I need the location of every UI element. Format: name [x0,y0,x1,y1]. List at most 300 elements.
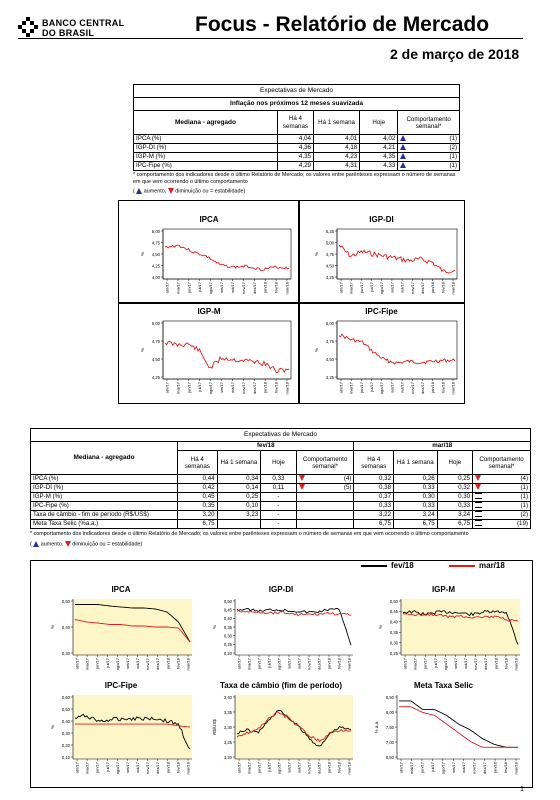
x-tick-label: abr/17 [164,382,170,394]
y-tick-label: 7,00 [385,739,394,745]
y-tick-label: 4,50 [325,263,334,269]
plot-area [163,229,291,279]
table1-legend: ( aumento, diminuição ou = estabilidade) [133,188,246,195]
plot-area [337,321,457,379]
table1-col-label: Mediana - agregado [134,111,278,135]
y-tick-label: 0,35 [389,630,398,635]
x-tick-label: set/17 [286,762,292,773]
y-tick-label: 0,25 [389,650,398,656]
table2-mar-4w: 3,22 [354,511,394,520]
x-tick-label: dez/17 [483,658,489,671]
legend-mar-label: mar/18 [479,561,505,570]
down-triangle-icon [168,188,174,194]
table2-fev-1w: 3,23 [217,511,261,520]
table2-row [31,511,531,520]
chart2-ipcfipe-title: IPC-Fipe [104,681,138,690]
x-tick-label: out/17 [296,658,302,670]
table2-mar-1w: 3,24 [394,511,438,520]
x-tick-label: mar/18 [284,382,290,395]
weeks-count: (1) [449,135,457,142]
table2-mar-col-behavior: Comportamento semanal* [473,451,531,475]
table2-mar-4w: 6,75 [354,520,394,529]
table2-fev-behavior [296,502,354,511]
table2-legend: ( aumento, diminuição ou = estabilidade) [30,541,143,548]
x-tick-label: jul/17 [266,762,272,772]
y-tick-label: 0,30 [223,633,232,639]
x-tick-label: jul/17 [197,382,203,392]
x-tick-label: jul/17 [369,282,375,292]
table2-row-label: IGP-DI (%) [31,484,178,493]
y-tick-label: 0,50 [61,598,70,604]
chart2-ipca-title: IPCA [111,585,131,594]
y-tick-label: 3,35 [223,709,232,715]
y-tick-label: 8,00 [385,709,394,715]
x-tick-label: dez/17 [316,658,322,671]
table1-row-label: IGP-DI (%) [134,144,278,153]
table1-cell-behavior [398,144,460,153]
y-tick-label: 5,00 [151,320,160,326]
table2-mar-behavior [473,484,531,493]
table2-fev-today: - [261,502,296,511]
weeks-count: (4) [520,475,528,482]
x-tick-label: out/17 [135,762,141,774]
x-tick-label: set/17 [219,382,225,393]
plot-area [163,321,291,379]
x-tick-label: nov/17 [145,658,151,671]
table2-row [31,484,531,493]
x-tick-label: out/17 [461,762,467,774]
chart-igpm-12m [118,302,300,404]
y-tick-label: 0,20 [223,650,232,656]
equal-icon [475,520,482,526]
y-tick-label: 0,10 [61,754,70,760]
x-tick-label: jan/18 [493,658,499,669]
monthly-expectations-table [30,428,531,529]
table1-cell-today: 4,35 [360,153,398,162]
table2-fev-behavior [296,520,354,529]
plot-area [401,599,520,655]
x-tick-label: set/17 [389,382,395,393]
table1-col-behavior: Comportamento semanal* [398,111,460,135]
page-title: Focus - Relatório de Mercado [195,13,490,36]
down-triangle-icon [475,484,481,490]
table1-row-label: IGP-M (%) [134,153,278,162]
y-axis-label: % [50,724,55,730]
x-tick-label: nov/17 [306,762,312,775]
y-axis-label: % [140,251,145,257]
x-tick-label: jun/17 [256,762,262,773]
table2-fev-behavior [296,511,354,520]
x-tick-label: mai/17 [175,382,181,395]
table2-mar-4w: 0,33 [354,502,394,511]
y-axis-label: % [314,251,319,257]
up-triangle-icon [400,153,406,159]
y-tick-label: 0,35 [223,624,232,630]
x-tick-label: mai/17 [84,658,90,671]
x-tick-label: nov/17 [306,658,312,671]
table1-col-1w: Há 1 semana [313,111,359,135]
y-tick-label: 0,30 [61,650,70,656]
x-tick-label: mai/17 [408,762,414,775]
x-tick-label: nov/17 [240,382,246,395]
x-tick-label: out/17 [229,282,235,294]
table2-row [31,502,531,511]
y-tick-label: 0,50 [389,598,398,604]
table2-fev-today: 0,11 [261,484,296,493]
x-tick-label: out/17 [399,282,405,294]
weeks-count: (2) [520,511,528,518]
up-triangle-icon [136,188,142,194]
x-tick-label: dez/17 [482,762,488,775]
x-tick-label: abr/17 [236,762,242,774]
y-axis-label: % [50,624,55,630]
x-tick-label: mai/17 [348,282,354,295]
y-tick-label: 0,30 [389,640,398,646]
table2-fev-today: 0,33 [261,475,296,484]
y-tick-label: 4,00 [151,274,160,280]
page-number: 1 [520,786,524,793]
x-tick-label: ago/17 [379,382,385,395]
y-tick-label: 0,50 [61,706,70,712]
table2-fev-4w: 6,75 [178,520,218,529]
table2-fev-today: - [261,520,296,529]
table2-mar-1w: 6,75 [394,520,438,529]
table2-mar-today: 3,24 [437,511,472,520]
x-tick-label: fev/18 [503,658,509,669]
table2-fev-4w: 3,20 [178,511,218,520]
table2-mar-behavior [473,520,531,529]
x-tick-label: mar/18 [450,382,456,395]
y-axis-label: % [212,624,217,630]
x-tick-label: dez/17 [251,282,257,295]
chart-igpdi-title: IGP-DI [369,215,394,224]
table2-mar-4w: 0,32 [354,475,394,484]
table1-row [134,135,460,144]
table2-mar-1w: 0,33 [394,502,438,511]
table2-fev-today: - [261,493,296,502]
x-tick-label: set/17 [389,282,395,293]
table2-mar-4w: 0,37 [354,493,394,502]
table1-cell-today: 4,21 [360,144,398,153]
x-tick-label: dez/17 [155,658,161,671]
y-tick-label: 8,50 [385,694,394,700]
table1-title1: Expectativas de Mercado [134,85,460,98]
table2-row-label: Meta Taxa Selic (%a.a.) [31,520,178,529]
y-tick-label: 0,40 [223,616,232,622]
y-axis-label: % [140,347,145,353]
table1-row [134,144,460,153]
table2-fev-behavior [296,475,354,484]
table1-cell-4w: 4,29 [277,162,313,171]
x-tick-label: abr/17 [338,382,344,394]
up-triangle-icon [33,541,39,547]
x-tick-label: fev/18 [175,762,181,773]
x-tick-label: jun/17 [186,382,192,393]
x-tick-label: mai/17 [175,282,181,295]
x-tick-label: abr/17 [164,282,170,294]
table2-row-label: IPC-Fipe (%) [31,502,178,511]
x-tick-label: jun/17 [358,282,364,293]
table2-footnote: * comportamento dos indicadores desde o último Relatório de Mercado; os valores entre parênteses expressam o número de semanas em que vem ocorrendo o último comportamento [30,531,469,537]
x-tick-label: nov/17 [471,762,477,775]
weeks-count: (1) [520,493,528,500]
table2-mar-today: 0,33 [437,502,472,511]
y-tick-label: 0,50 [223,598,232,604]
x-tick-label: fev/18 [336,658,342,669]
y-tick-label: 0,40 [61,718,70,724]
y-tick-label: 4,75 [151,240,160,246]
x-tick-label: jul/17 [104,762,110,772]
x-tick-label: mar/18 [284,282,290,295]
x-tick-label: mai/17 [348,382,354,395]
chart-ipca-12m [118,200,300,304]
table1-cell-1w: 4,18 [313,144,359,153]
x-tick-label: set/17 [219,282,225,293]
chart2-cambio-title: Taxa de câmbio (fim de período) [219,681,343,690]
x-tick-label: mai/17 [246,658,252,671]
x-tick-label: mar/18 [346,658,352,671]
table2-row [31,520,531,529]
table1-cell-1w: 4,01 [313,135,359,144]
table2-fev-4w: 0,35 [178,502,218,511]
down-triangle-icon [299,484,305,490]
table2-row-label: Taxa de câmbio - fim de período (R$/US$) [31,511,178,520]
y-axis-label: % a.a. [374,720,379,734]
y-tick-label: 3,25 [223,739,232,745]
x-tick-label: mai/17 [84,762,90,775]
up-triangle-icon [400,144,406,150]
y-tick-label: 0,25 [223,642,232,648]
weeks-count: (1) [520,484,528,491]
y-axis-label: % [378,624,383,630]
y-tick-label: 3,20 [223,754,232,760]
x-tick-label: jan/18 [430,382,436,393]
y-tick-label: 3,30 [223,724,232,730]
chart2-igpm-title: IGP-M [431,585,456,594]
chart2-selic-title: Meta Taxa Selic [414,681,473,690]
table1-cell-4w: 4,35 [277,153,313,162]
x-tick-label: jan/18 [262,282,268,293]
x-tick-label: jan/18 [165,762,171,773]
y-tick-label: 4,50 [151,251,160,257]
y-tick-label: 6,50 [385,754,394,760]
equal-icon [475,511,482,517]
x-tick-label: jun/17 [358,382,364,393]
x-tick-label: ago/17 [276,762,282,775]
x-tick-label: set/17 [452,658,458,669]
table1-row-label: IPCA (%) [134,135,278,144]
x-tick-label: jun/17 [256,658,262,669]
logo-text-line2: DO BRASIL [42,28,95,38]
y-axis-label: R$/US$ [212,719,217,735]
x-tick-label: out/17 [463,658,469,670]
table1-cell-behavior [398,135,460,144]
x-tick-label: mar/18 [450,282,456,295]
table2-fev-1w: 0,34 [217,475,261,484]
x-tick-label: ago/17 [440,762,446,775]
x-tick-label: mar/18 [513,762,519,775]
table2-fev-col-4w: Há 4 semanas [178,451,218,475]
y-axis-label: % [314,347,319,353]
table1-cell-4w: 4,04 [277,135,313,144]
x-tick-label: jul/17 [104,658,110,668]
x-tick-label: ago/17 [442,658,448,671]
table2-mar-behavior [473,511,531,520]
table1-cell-1w: 4,23 [313,153,359,162]
x-tick-label: fev/18 [440,382,446,393]
x-tick-label: nov/17 [409,282,415,295]
legend-up-label: aumento, [40,541,64,548]
table2-title: Expectativas de Mercado [31,429,531,442]
x-tick-label: ago/17 [114,658,120,671]
y-tick-label: 5,00 [325,320,334,326]
up-triangle-icon [400,135,406,141]
x-tick-label: jul/17 [266,658,272,668]
x-tick-label: ago/17 [114,762,120,775]
x-tick-label: fev/18 [273,282,279,293]
x-tick-label: out/17 [135,658,141,670]
x-tick-label: abr/17 [402,658,408,670]
x-tick-label: fev/18 [503,762,509,773]
legend-fev-swatch [361,565,387,567]
x-tick-label: set/17 [124,658,130,669]
table2-mar-today: 6,75 [437,520,472,529]
x-tick-label: set/17 [286,658,292,669]
x-tick-label: dez/17 [316,762,322,775]
table2-mar-col-1w: Há 1 semana [394,451,438,475]
x-tick-label: abr/17 [338,282,344,294]
table1-cell-1w: 4,31 [313,162,359,171]
chart-igpdi-12m [298,200,465,304]
x-tick-label: out/17 [229,382,235,394]
legend-down-label: diminuição ou [175,188,209,195]
chart-ipca-title: IPCA [199,215,219,224]
table2-mar-today: 0,30 [437,493,472,502]
table2-row-label: IGP-M (%) [31,493,178,502]
y-tick-label: 0,40 [61,624,70,630]
table2-fev-4w: 0,45 [178,493,218,502]
inflation-12m-table [133,84,460,171]
y-tick-label: 0,20 [61,742,70,748]
table1-cell-behavior [398,162,460,171]
x-tick-label: jan/18 [262,382,268,393]
table2-row-label: IPCA (%) [31,475,178,484]
x-tick-label: set/17 [124,762,130,773]
x-tick-label: dez/17 [155,762,161,775]
y-tick-label: 4,25 [325,274,334,280]
table2-fev-today: - [261,511,296,520]
x-tick-label: jun/17 [419,762,425,773]
x-tick-label: jan/18 [326,762,332,773]
y-tick-label: 4,25 [151,263,160,269]
x-tick-label: abr/17 [74,762,80,774]
table2-mar-col-4w: Há 4 semanas [354,451,394,475]
monthly-charts-panel [30,560,533,788]
table2-row [31,493,531,502]
x-tick-label: mai/17 [412,658,418,671]
x-tick-label: mar/18 [185,762,191,775]
x-tick-label: fev/18 [440,282,446,293]
y-tick-label: 7,50 [385,724,394,730]
table2-fev-col-1w: Há 1 semana [217,451,261,475]
x-tick-label: out/17 [399,382,405,394]
table2-mar-today: 0,25 [437,475,472,484]
x-tick-label: ago/17 [208,282,214,295]
table2-mar-behavior [473,493,531,502]
x-tick-label: jun/17 [422,658,428,669]
weeks-count: (2) [449,144,457,151]
header-divider [18,38,523,39]
y-tick-label: 5,00 [151,228,160,234]
chart-igpm-title: IGP-M [197,307,221,316]
table2-fev-col-today: Hoje [261,451,296,475]
y-tick-label: 5,00 [325,240,334,246]
legend-down-label: diminuição ou [72,541,106,548]
table1-row [134,153,460,162]
table2-fev-4w: 0,42 [178,484,218,493]
table1-footnote: * comportamento dos indicadores desde o último Relatório de Mercado; os valores entre parênteses expressam o número de semanas em que vem ocorrendo o último comportamento [133,172,456,185]
y-tick-label: 4,75 [325,251,334,257]
logo-text-line1: BANCO CENTRAL [42,18,125,28]
x-tick-label: jul/17 [369,382,375,392]
weeks-count: (1) [520,502,528,509]
equal-icon [475,502,482,508]
table2-fev-behavior [296,484,354,493]
table2-row [31,475,531,484]
table2-fev-1w [217,520,261,529]
up-triangle-icon [400,162,406,168]
x-tick-label: nov/17 [240,282,246,295]
x-tick-label: mar/18 [346,762,352,775]
table2-mar-behavior [473,475,531,484]
table1-col-today: Hoje [360,111,398,135]
y-tick-label: 5,25 [325,228,334,234]
table2-mar-behavior [473,502,531,511]
down-triangle-icon [65,541,71,547]
y-tick-label: 4,50 [325,356,334,362]
table1-cell-today: 4,33 [360,162,398,171]
x-tick-label: set/17 [450,762,456,773]
legend-eq-label: = estabilidade) [210,188,246,195]
x-tick-label: mar/18 [185,658,191,671]
x-tick-label: fev/18 [273,382,279,393]
y-tick-label: 4,25 [151,374,160,380]
weeks-count: (19) [516,520,528,527]
y-tick-label: 0,30 [61,730,70,736]
chart-ipcfipe-title: IPC-Fipe [365,307,398,316]
table2-fev-4w: 0,44 [178,475,218,484]
table1-cell-behavior [398,153,460,162]
x-tick-label: jul/17 [429,762,435,772]
table2-period-fev: fev/18 [178,442,354,451]
legend-eq-label: = estabilidade) [107,541,143,548]
x-tick-label: ago/17 [208,382,214,395]
table2-fev-col-behavior: Comportamento semanal* [296,451,354,475]
table2-mar-col-today: Hoje [437,451,472,475]
table2-fev-1w: 0,10 [217,502,261,511]
table1-row-label: IPC-Fipe (%) [134,162,278,171]
table2-mar-1w: 0,30 [394,493,438,502]
legend-fev-label: fev/18 [391,561,414,570]
x-tick-label: jul/17 [432,658,438,668]
plot-area [73,695,192,759]
table2-col-label: Mediana - agregado [31,442,178,475]
x-tick-label: ago/17 [379,282,385,295]
x-tick-label: abr/17 [74,658,80,670]
table2-fev-1w: 0,25 [217,493,261,502]
table2-mar-1w: 0,33 [394,484,438,493]
y-tick-label: 0,45 [389,609,398,615]
